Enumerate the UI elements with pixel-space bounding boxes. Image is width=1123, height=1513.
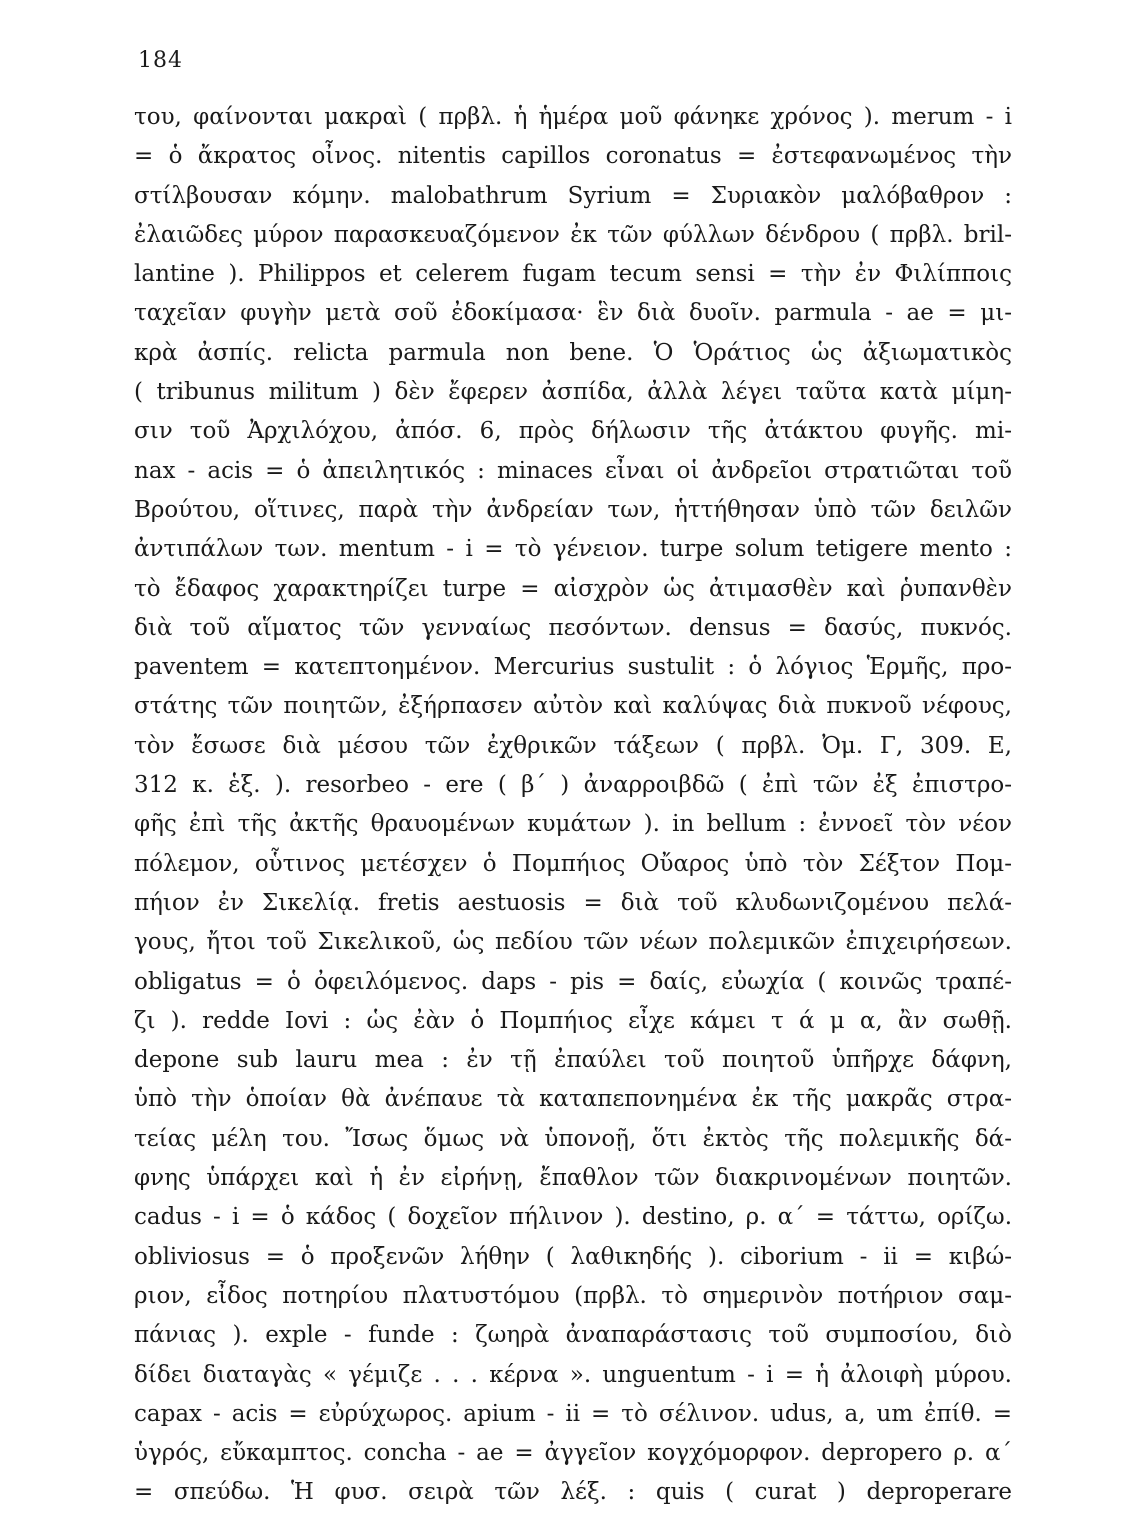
text-line: depone sub lauru mea : ἐν τῇ ἐπαύλει τοῦ ποιητοῦ ὑπῆρχε δάφνη, bbox=[134, 1047, 1012, 1074]
text-line: = σπεύδω. Ἡ φυσ. σειρὰ τῶν λέξ. : quis ( curat ) deproperare bbox=[134, 1479, 1012, 1506]
text-line: πήιον ἐν Σικελίᾳ. fretis aestuosis = διὰ τοῦ κλυδωνιζομένου πελά- bbox=[134, 889, 1012, 916]
text-line: ἀντιπάλων των. mentum - i = τὸ γένειον. turpe solum tetigere mento : bbox=[134, 536, 1012, 563]
text-line: του, φαίνονται μακραὶ ( πρβλ. ἡ ἡμέρα μοῦ φάνηκε χρόνος ). merum - i bbox=[134, 104, 1012, 130]
text-line: τὸν ἔσωσε διὰ μέσου τῶν ἐχθρικῶν τάξεων ( πρβλ. Ὀμ. Γ, 309. Ε, bbox=[134, 732, 1012, 759]
text-line: τὸ ἔδαφος χαρακτηρίζει turpe = αἰσχρὸν ὡς ἀτιμασθὲν καὶ ῥυπανθὲν bbox=[134, 575, 1012, 602]
page-number: 184 bbox=[138, 48, 183, 73]
text-line: σιν τοῦ Ἀρχιλόχου, ἀπόσ. 6, πρὸς δήλωσιν τῆς ἀτάκτου φυγῆς. mi- bbox=[134, 418, 1012, 445]
text-line: κρὰ ἀσπίς. relicta parmula non bene. Ὁ Ὁράτιος ὡς ἀξιωματικὸς bbox=[134, 339, 1012, 366]
text-line: φνης ὑπάρχει καὶ ἡ ἐν εἰρήνῃ, ἔπαθλον τῶν διακρινομένων ποιητῶν. bbox=[134, 1165, 1012, 1192]
text-line: τείας μέλη του. Ἴσως ὅμως νὰ ὑπονοῇ, ὅτι ἐκτὸς τῆς πολεμικῆς δά- bbox=[134, 1125, 1012, 1152]
text-body bbox=[134, 98, 1012, 1513]
text-line: Βρούτου, οἵτινες, παρὰ τὴν ἀνδρείαν των, ἡττήθησαν ὑπὸ τῶν δειλῶν bbox=[134, 496, 1012, 523]
text-line: 312 κ. ἑξ. ). resorbeo - ere ( β΄ ) ἀναρροιβδῶ ( ἐπὶ τῶν ἐξ ἐπιστρο- bbox=[134, 772, 1012, 799]
text-line: πόλεμον, οὗτινος μετέσχεν ὁ Πομπήιος Οὔαρος ὑπὸ τὸν Σέξτον Πομ- bbox=[134, 850, 1012, 877]
text-line: ζι ). redde Iovi : ὡς ἐὰν ὁ Πομπήιος εἶχε κάμει τ ά μ α, ἂν σωθῇ. bbox=[134, 1007, 1012, 1034]
text-line: obliviosus = ὁ προξενῶν λήθην ( λαθικηδής ). ciborium - ii = κιβώ- bbox=[134, 1243, 1012, 1270]
text-line: = ὁ ἄκρατος οἶνος. nitentis capillos coronatus = ἐστεφανωμένος τὴν bbox=[134, 143, 1012, 170]
text-line: δίδει διαταγὰς « γέμιζε . . . κέρνα ». unguentum - i = ἡ ἀλοιφὴ μύρου. bbox=[134, 1361, 1012, 1388]
text-line: πάνιας ). exple - funde : ζωηρὰ ἀναπαράστασις τοῦ συμποσίου, διὸ bbox=[134, 1322, 1012, 1349]
text-line: cadus - i = ὁ κάδος ( δοχεῖον πήλινον ). destino, ρ. α΄ = τάττω, ορίζω. bbox=[134, 1204, 1012, 1231]
text-line: διὰ τοῦ αἵματος τῶν γενναίως πεσόντων. densus = δασύς, πυκνός. bbox=[134, 614, 1012, 641]
text-line: lantine ). Philippos et celerem fugam tecum sensi = τὴν ἐν Φιλίπποις bbox=[134, 261, 1012, 288]
text-line: στίλβουσαν κόμην. malobathrum Syrium = Συριακὸν μαλόβαθρον : bbox=[134, 182, 1012, 209]
text-line: γους, ἤτοι τοῦ Σικελικοῦ, ὡς πεδίου τῶν νέων πολεμικῶν ἐπιχειρήσεων. bbox=[134, 929, 1012, 956]
text-line: ἐλαιῶδες μύρον παρασκευαζόμενον ἐκ τῶν φύλλων δένδρου ( πρβλ. bril- bbox=[134, 221, 1012, 248]
text-line: ὑπὸ τὴν ὁποίαν θὰ ἀνέπαυε τὰ καταπεπονημένα ἐκ τῆς μακρᾶς στρα- bbox=[134, 1086, 1012, 1113]
text-line: ὑγρός, εὔκαμπτος. concha - ae = ἀγγεῖον κογχόμορφον. depropero ρ. α΄ bbox=[134, 1440, 1012, 1467]
text-line: ριον, εἶδος ποτηρίου πλατυστόμου (πρβλ. τὸ σημερινὸν ποτήριον σαμ- bbox=[134, 1282, 1012, 1309]
text-line: ταχεῖαν φυγὴν μετὰ σοῦ ἐδοκίμασα· ἓν διὰ δυοῖν. parmula - ae = μι- bbox=[134, 300, 1012, 327]
text-line: στάτης τῶν ποιητῶν, ἐξήρπασεν αὐτὸν καὶ καλύψας διὰ πυκνοῦ νέφους, bbox=[134, 693, 1012, 720]
text-line: ( tribunus militum ) δὲν ἔφερεν ἀσπίδα, ἀλλὰ λέγει ταῦτα κατὰ μίμη- bbox=[134, 379, 1012, 406]
text-line: nax - acis = ὁ ἀπειλητικός : minaces εἶναι οἱ ἀνδρεῖοι στρατιῶται τοῦ bbox=[134, 457, 1012, 484]
text-line: paventem = κατεπτοημένον. Mercurius sustulit : ὁ λόγιος Ἑρμῆς, προ- bbox=[134, 654, 1012, 681]
text-line: capax - acis = εὐρύχωρος. apium - ii = τὸ σέλινον. udus, a, um ἐπίθ. = bbox=[134, 1400, 1012, 1427]
text-line: φῆς ἐπὶ τῆς ἀκτῆς θραυομένων κυμάτων ). in bellum : ἐννοεῖ τὸν νέον bbox=[134, 811, 1012, 838]
text-line: obligatus = ὁ ὀφειλόμενος. daps - pis = δαίς, εὐωχία ( κοινῶς τραπέ- bbox=[134, 968, 1012, 995]
